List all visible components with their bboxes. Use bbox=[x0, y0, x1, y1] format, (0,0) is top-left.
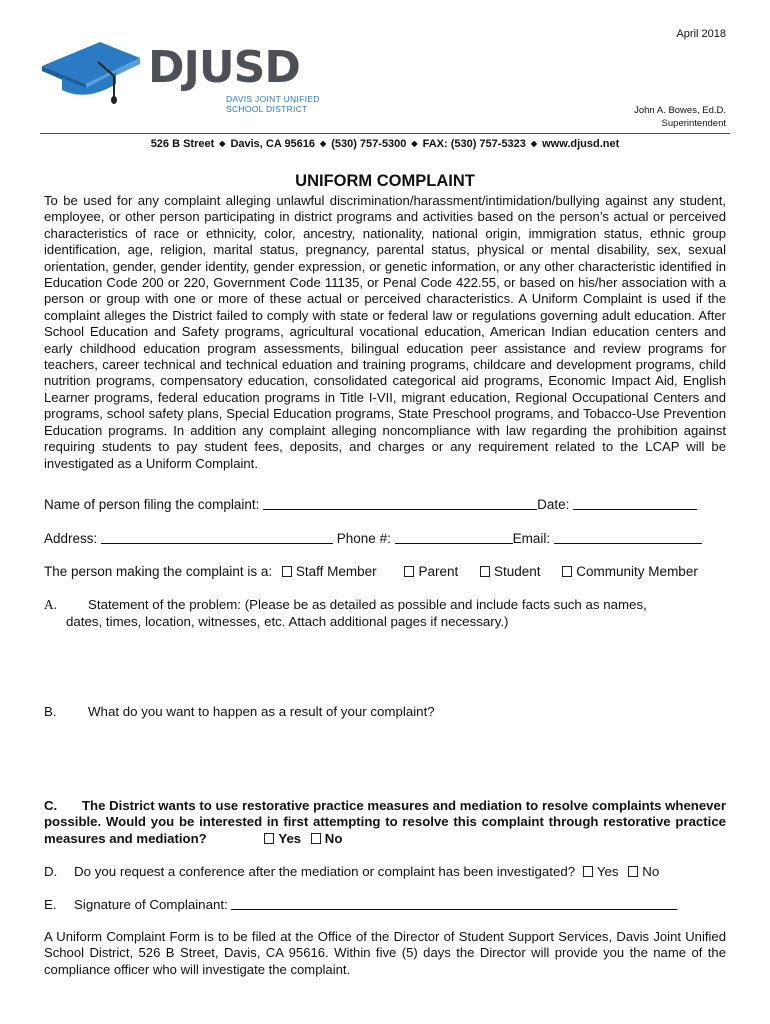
checkbox[interactable] bbox=[628, 866, 638, 877]
checkbox[interactable] bbox=[282, 566, 292, 577]
phone-label: Phone #: bbox=[333, 531, 395, 546]
question-a bbox=[44, 597, 726, 630]
complainant-type-label: The person making the complaint is a: bbox=[44, 564, 276, 579]
district-contact-bar bbox=[40, 138, 730, 150]
header-divider bbox=[40, 133, 730, 134]
question-text: Do you request a conference after the mediation or complaint has been investigated? bbox=[74, 864, 579, 879]
question-e bbox=[44, 897, 726, 914]
signature-field[interactable] bbox=[231, 897, 677, 910]
role-option-student[interactable]: Student bbox=[480, 564, 541, 579]
form-intro-paragraph: To be used for any complaint alleging unlawful discrimination/harassment/intimidation/bullying against any student, employee, or other person participating in district programs and activities based on the person’s actual or perceived characteristics of race or ethnicity, color, ancestry, nationality, national origin, immigration status, ethnic group identification, age, religion, marital status, pregnancy, parental status, physical or mental disability, sex, sexual orientation, gender, gender identity, gender expression, or genetic information, or any other characteristic identified in Education Code 200 or 220, Government Code 11135, or Penal Code 422.55, or based on his/her association with a person or group with one or more of these actual or perceived characteristics. A Uniform Complaint is used if the complaint alleges the District failed to comply with state or federal law or regulations governing adult education. After School Education and Safety programs, agricultural vocational education, American Indian education centers and early childhood education program assessments, bilingual education peer assistance and review programs for teachers, career technical and technical eduation and training programs, childcare and development programs, child nutrition programs, compensatory education, consolidated categorical aid programs, Economic Impact Aid, English Learner programs, federal education programs in Title I-VII, migrant education, Regional Occupational Centers and programs, school safety plans, Special Education programs, State Preschool programs, and Tobacco-Use Prevention Education programs. In addition any complaint alleging noncompliance with law regarding the prohibition against requiring students to pay student fees, deposits, and charges or any requirement related to the LCAP will be investigated as a Uniform Complaint. bbox=[44, 193, 726, 471]
conference-no-option[interactable]: No bbox=[628, 864, 659, 879]
date-field[interactable] bbox=[573, 497, 697, 510]
checkbox[interactable] bbox=[562, 566, 572, 577]
phone-field[interactable] bbox=[395, 531, 513, 544]
fax-number: FAX: (530) 757-5323 bbox=[422, 138, 526, 150]
name-date-row bbox=[44, 497, 697, 512]
form-title: UNIFORM COMPLAINT bbox=[295, 172, 475, 190]
email-field[interactable] bbox=[554, 531, 702, 544]
diamond-bullet-icon: ◆ bbox=[219, 139, 226, 148]
question-text: The District wants to use restorative practice measures and mediation to resolve complaints whenever possible. Would you be interested in first attempting to resolve this complaint through restorative practice measures and mediation? bbox=[44, 798, 726, 846]
question-number: C. bbox=[44, 798, 58, 813]
checkbox[interactable] bbox=[264, 833, 274, 844]
question-number: B. bbox=[44, 704, 57, 719]
superintendent-block bbox=[634, 104, 726, 130]
question-d bbox=[44, 864, 726, 881]
address-phone-email-row bbox=[44, 531, 702, 546]
question-text-continued: dates, times, location, witnesses, etc. Attach additional pages if necessary.) bbox=[66, 613, 509, 629]
email-label: Email: bbox=[512, 531, 554, 546]
name-field[interactable] bbox=[263, 497, 537, 510]
address-field[interactable] bbox=[101, 531, 333, 544]
address-label: Address: bbox=[44, 531, 102, 546]
mediation-yes-option[interactable]: Yes bbox=[264, 831, 301, 846]
mediation-no-option[interactable]: No bbox=[311, 831, 343, 846]
superintendent-title: Superintendent bbox=[661, 118, 726, 129]
checkbox[interactable] bbox=[480, 566, 490, 577]
checkbox[interactable] bbox=[311, 833, 321, 844]
district-logo bbox=[40, 38, 340, 118]
diamond-bullet-icon: ◆ bbox=[530, 139, 538, 148]
signature-label: Signature of Complainant: bbox=[74, 897, 232, 912]
diamond-bullet-icon: ◆ bbox=[320, 139, 327, 148]
filing-instructions: A Uniform Complaint Form is to be filed at the Office of the Director of Student Support Services, Davis Joint Unified School District, 526 B Street, Davis, CA 95616. Within five (5) days the Director will provide you the name of the compliance officer who will investigate the complaint. bbox=[44, 929, 726, 977]
question-text: What do you want to happen as a result of your complaint? bbox=[88, 704, 435, 719]
phone-number: (530) 757-5300 bbox=[331, 138, 407, 150]
date-label: Date: bbox=[537, 497, 574, 512]
complainant-type-row bbox=[44, 564, 698, 579]
checkbox[interactable] bbox=[583, 866, 593, 877]
question-number: E. bbox=[44, 897, 57, 912]
street-address: 526 B Street bbox=[150, 138, 215, 150]
graduation-cap-icon bbox=[40, 38, 150, 108]
checkbox[interactable] bbox=[404, 566, 414, 577]
document-date: April 2018 bbox=[676, 28, 726, 40]
question-c bbox=[44, 798, 726, 847]
city-state: Davis, CA 95616 bbox=[230, 138, 316, 150]
diamond-bullet-icon: ◆ bbox=[411, 139, 418, 148]
logo-subtitle: DAVIS JOINT UNIFIED SCHOOL DISTRICT bbox=[226, 94, 320, 114]
role-option-parent[interactable]: Parent bbox=[404, 564, 458, 579]
question-number: A. bbox=[44, 597, 57, 612]
superintendent-name: John A. Bowes, Ed.D. bbox=[634, 105, 726, 116]
role-option-community[interactable]: Community Member bbox=[562, 564, 698, 579]
question-b bbox=[44, 704, 726, 721]
logo-wordmark: DJUSD bbox=[148, 42, 300, 93]
question-text: Statement of the problem: (Please be as detailed as possible and include facts such as names, bbox=[88, 597, 647, 612]
conference-yes-option[interactable]: Yes bbox=[583, 864, 619, 879]
role-option-staff[interactable]: Staff Member bbox=[282, 564, 377, 579]
website-link[interactable]: www.djusd.net bbox=[542, 138, 620, 150]
question-number: D. bbox=[44, 864, 58, 879]
name-label: Name of person filing the complaint: bbox=[44, 497, 264, 512]
